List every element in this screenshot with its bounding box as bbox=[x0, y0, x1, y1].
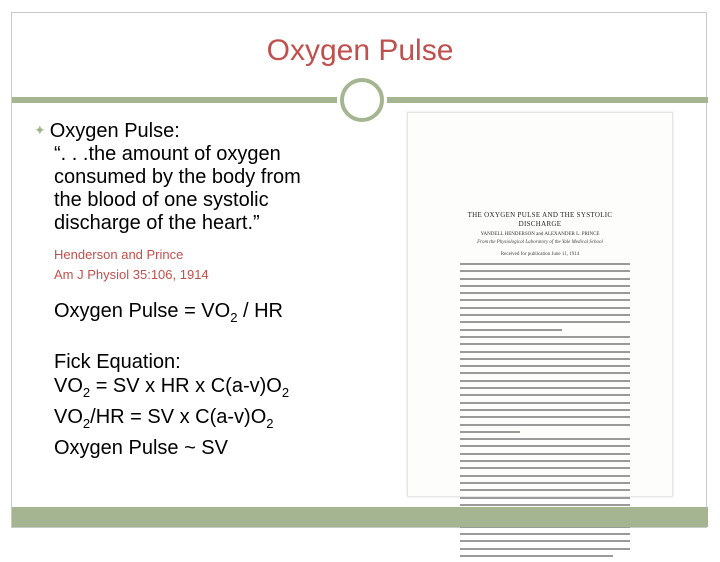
text-line bbox=[460, 387, 630, 389]
text-line bbox=[460, 497, 630, 499]
text-line bbox=[460, 394, 630, 396]
text-line bbox=[460, 336, 630, 338]
text-line bbox=[460, 438, 630, 440]
fick-line-1 bbox=[54, 374, 364, 405]
text-line bbox=[460, 555, 613, 557]
fick-term: VO bbox=[54, 375, 83, 397]
text-line bbox=[460, 402, 630, 404]
text-line bbox=[460, 380, 630, 382]
text-line bbox=[460, 263, 630, 265]
article-title-line: THE OXYGEN PULSE AND THE SYSTOLIC bbox=[467, 211, 613, 219]
fick-line-2 bbox=[54, 405, 364, 436]
text-line bbox=[460, 548, 630, 550]
fick-sub: 2 bbox=[281, 385, 290, 400]
text-line bbox=[460, 292, 630, 294]
journal-article-image bbox=[407, 112, 673, 497]
bullet-heading: Oxygen Pulse: bbox=[49, 120, 180, 142]
footer-bar bbox=[12, 507, 708, 527]
equation-lhs: Oxygen Pulse = VO bbox=[54, 300, 231, 322]
fick-sub: 2 bbox=[266, 416, 274, 431]
slide-title: Oxygen Pulse bbox=[266, 34, 454, 67]
oxygen-pulse-equation bbox=[54, 299, 364, 330]
fick-term: = SV x HR x C(a-v)O bbox=[90, 375, 282, 397]
text-line bbox=[460, 351, 630, 353]
article-authors: YANDELL HENDERSON and ALEXANDER L. PRINCE bbox=[480, 232, 600, 237]
fick-heading: Fick Equation: bbox=[54, 351, 181, 373]
fick-sub: 2 bbox=[82, 416, 91, 431]
text-line bbox=[460, 424, 630, 426]
fick-line-3: Oxygen Pulse ~ SV bbox=[54, 437, 228, 459]
text-line bbox=[460, 431, 520, 433]
text-line bbox=[460, 533, 630, 535]
text-line bbox=[460, 278, 630, 280]
text-line bbox=[460, 482, 630, 484]
article-title bbox=[408, 211, 672, 229]
text-line bbox=[460, 314, 630, 316]
fick-term: VO bbox=[54, 406, 83, 428]
text-line bbox=[460, 299, 630, 301]
fick-equation-block bbox=[54, 350, 364, 460]
text-line bbox=[460, 285, 630, 287]
text-line bbox=[460, 475, 630, 477]
text-line bbox=[460, 307, 630, 309]
text-line bbox=[460, 489, 630, 491]
quote-line: consumed by the body from bbox=[54, 166, 301, 188]
text-line bbox=[460, 453, 630, 455]
text-line bbox=[460, 343, 630, 345]
definition-quote bbox=[54, 143, 364, 235]
text-line bbox=[460, 445, 630, 447]
text-line bbox=[460, 365, 630, 367]
text-line bbox=[460, 416, 630, 418]
article-received: Received for publication June 11, 1914 bbox=[500, 252, 580, 257]
quote-line: “. . .the amount of oxygen bbox=[54, 143, 281, 165]
text-line bbox=[460, 409, 630, 411]
text-line bbox=[460, 358, 630, 360]
text-line bbox=[460, 504, 630, 506]
quote-line: the blood of one systolic bbox=[54, 189, 269, 211]
article-title-line: DISCHARGE bbox=[518, 220, 562, 228]
slide-body bbox=[34, 118, 364, 460]
text-line bbox=[460, 540, 630, 542]
text-line bbox=[460, 270, 630, 272]
text-line bbox=[460, 372, 630, 374]
citation bbox=[54, 245, 364, 285]
equation-sub: 2 bbox=[230, 310, 238, 325]
citation-journal: Am J Physiol 35:106, 1914 bbox=[54, 267, 209, 282]
divider-circle bbox=[340, 78, 384, 122]
quote-line: discharge of the heart.” bbox=[54, 212, 260, 234]
fick-sub: 2 bbox=[82, 385, 91, 400]
article-institution: From the Physiological Laboratory of the Yale Medical School bbox=[477, 240, 603, 245]
citation-authors: Henderson and Prince bbox=[54, 247, 184, 262]
text-line bbox=[460, 460, 630, 462]
equation-rhs: / HR bbox=[237, 300, 283, 322]
bullet-item bbox=[34, 118, 364, 143]
text-line bbox=[460, 467, 630, 469]
bullet-icon: ✦ bbox=[34, 122, 46, 138]
text-line bbox=[460, 321, 630, 323]
fick-term: /HR = SV x C(a-v)O bbox=[90, 406, 267, 428]
text-line bbox=[460, 329, 562, 331]
